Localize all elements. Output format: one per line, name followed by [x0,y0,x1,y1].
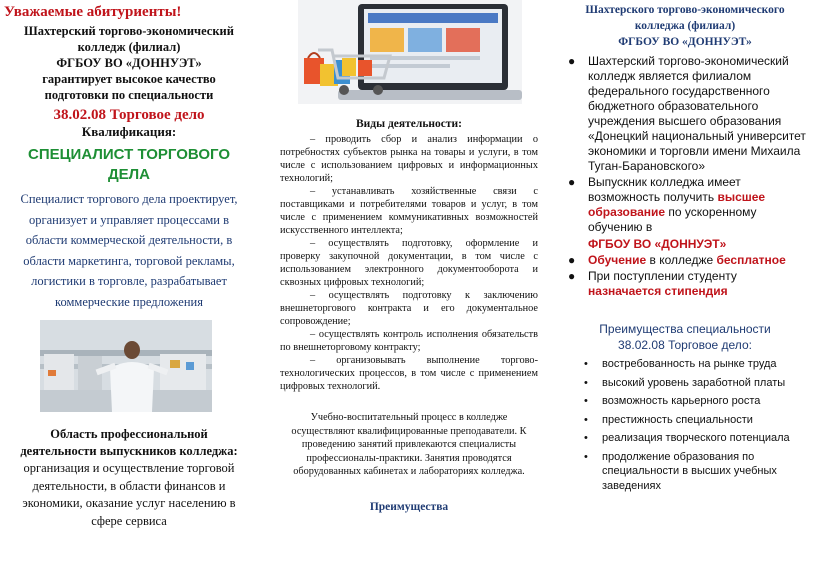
area-line: сфере сервиса [91,513,167,528]
area-title-line: деятельности выпускников колледжа: [20,444,238,458]
education-process-text: Учебно-воспитательный процесс в колледже осуществляют квалифицированные преподаватели. К проведению занятий привлекаются специалисты профессионалы-практики. Занятия проводятся оборудованных кабинетах и лабораториях колледжа. [291,412,527,478]
activity-item: – осуществлять подготовку к заключению внешнеторгового контракта и его документальное сопровождение; [280,290,538,327]
activity-item: – устанавливать хозяйственные связи с поставщиками и потребителями товаров и услуг, в том числе с применением коммуникативных возможностей искусственного интеллекта; [280,186,538,236]
fact-highlight: назначается стипендия [588,284,728,298]
adv-title-line: Преимущества специальности [599,322,771,336]
fact-highlight: высшее образование [588,190,766,219]
heading-line: Шахтерского торгово-экономического [585,4,785,16]
fact-item [556,269,814,299]
advantage-item [556,357,814,372]
specialist-description [4,189,254,312]
column-left [4,0,254,566]
description-line: коммерческие предложения [55,294,203,309]
activity-item: – организовывать выполнение торгово-технологических процессов, в том числе с применением цифровых технологий. [280,355,538,392]
activities-list [280,133,538,393]
heading-line: ФГБОУ ВО «ДОННУЭТ» [618,36,752,48]
qualification-line: СПЕЦИАЛИСТ ТОРГОВОГО [27,146,230,163]
qualification-line: ДЕЛА [107,166,151,183]
description-line: Специалист торгового дела проектирует, [20,192,238,206]
fact-item [556,253,814,268]
fact-highlight: бесплатное [716,253,786,267]
description-line: организует и управляет процессами в [28,212,230,227]
bullet-icon: ● [568,175,576,189]
bullet-icon: ● [568,253,576,267]
advantage-text: продолжение образования по специальности в высших учебных заведениях [602,450,777,492]
warehouse-illustration [40,320,212,412]
college-intro [4,23,254,103]
activity-item: – осуществлять подготовку, оформление и проверку закупочной документации, в том числе с использованием электронного документооборота и сквозных цифровых технологий; [280,238,538,288]
fact-highlight: Обучение [588,253,647,267]
heading-line: колледжа (филиал) [634,20,736,32]
professional-area-text [4,460,254,530]
fact-text: При поступлении студенту [588,269,737,283]
advantage-item [556,413,814,428]
laptop-cart-illustration [298,0,522,104]
column-right [556,0,814,566]
specialty-advantages-list [556,357,814,493]
area-line: экономики, оказание услуг населению в [22,496,236,510]
advantage-text: реализация творческого потенциала [602,432,790,444]
intro-line: гарантирует высокое качество [42,72,216,86]
activity-item: – проводить сбор и анализ информации о потребностях субъектов рынка на товары и услуги, в том числе с использованием цифровых и информационных технологий; [280,134,538,184]
fact-item [556,54,814,174]
bullet-icon: • [584,413,588,426]
bullet-icon: • [584,376,588,389]
activities-title: Виды деятельности: [356,118,462,130]
bullet-icon: ● [568,269,576,283]
fact-text: по ускоренному обучению в [588,205,757,234]
qualification-title [4,145,254,185]
fact-text: Шахтерский торгово-экономический колледж является филиалом федерального государственного бюджетного образовательного учреждения высшего образования «Донецкий национальный университет экономики и торговли имени Михаила Туган-Барановского» [588,54,806,173]
area-title-line: Область профессиональной [50,427,208,441]
description-line: области маркетинга, торговой рекламы, [23,253,235,268]
bullet-icon: • [584,450,588,463]
description-line: логистики в торговле, разрабатывает [31,274,227,288]
intro-line: ФГБОУ ВО «ДОННУЭТ» [56,56,202,70]
advantages-heading-cut: Преимущества [369,500,449,513]
advantage-text: престижность специальности [602,413,753,426]
advantage-text: возможность карьерного роста [602,395,761,407]
fact-text: в колледже [646,253,717,267]
advantage-text: высокий уровень заработной платы [602,376,786,389]
advantage-item [556,450,814,494]
intro-line: подготовки по специальности [44,88,214,102]
advantage-item [556,431,814,446]
ecommerce-photo [298,0,522,104]
area-line: организация и осуществление торговой [23,461,235,475]
bullet-icon: ● [568,54,576,68]
advantage-item [556,394,814,409]
column-middle [280,0,538,566]
bullet-icon: • [584,358,588,370]
bullet-icon: • [584,395,588,407]
description-line: области коммерческой деятельности, в [25,233,233,247]
greeting-title: Уважаемые абитуриенты! [4,4,182,20]
specialty-advantages-title [556,321,814,353]
professional-area-title [4,426,254,460]
advantage-item [556,376,814,391]
activity-item: – осуществлять контроль исполнения обязательств по внешнеторговому контракту; [280,329,538,353]
advantage-text: востребованность на рынке труда [602,358,777,370]
qualification-label: Квалификация: [81,124,177,139]
area-line: деятельности, в области финансов и [32,478,226,493]
adv-title-line: 38.02.08 Торговое дело: [618,338,752,352]
fact-highlight-org: ФГБОУ ВО «ДОННУЭТ» [588,237,727,251]
college-facts-list [556,54,814,299]
fact-item [556,175,814,252]
warehouse-photo [40,320,212,412]
bullet-icon: • [584,432,588,444]
fact-text: Выпускник колледжа имеет возможность получить [588,175,741,204]
college-heading [556,2,814,50]
intro-line: колледж (филиал) [77,40,181,54]
intro-line: Шахтерский торгово-экономический [24,24,234,38]
specialty-code: 38.02.08 Торговое дело [53,107,205,123]
